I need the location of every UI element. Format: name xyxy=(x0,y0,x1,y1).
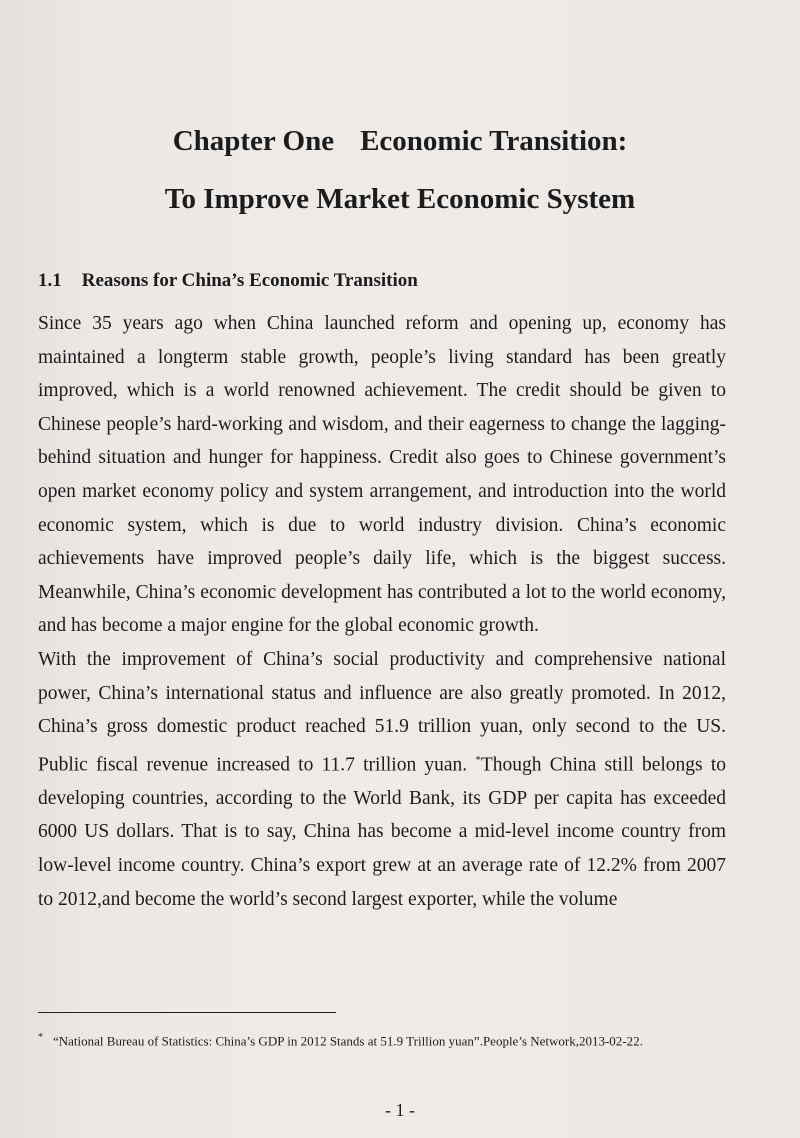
paragraph-1: Since 35 years ago when China launched reform and opening up, economy has maintained a longterm stable growth, people’s living standard has been greatly improved, which is a world renowned achievement. The credit should be given to Chinese people’s hard-working and wisdom, and their eagerness to change the lagging-behind situation and hunger for happiness. Credit also goes to Chinese government’s open market economy policy and system arrangement, and introduction into the world economic system, which is due to world industry division. China’s economic achievements have improved people’s daily life, which is the biggest success. Meanwhile, China’s economic development has contributed a lot to the world economy, and has become a major engine for the global economic growth. xyxy=(38,313,726,637)
footnote-text: “National Bureau of Statistics: China’s GDP in 2012 Stands at 51.9 Trillion yuan”.People’s Network,2013-02-22. xyxy=(53,1033,643,1049)
paragraph-2-part-1: With the improvement of China’s social productivity and comprehensive national power, China’s international status and influence are also greatly promoted. In 2012, China’s gross domestic product reached 51.9 trillion yuan, only second to the US. Public fiscal revenue increased to 11.7 trillion yuan. xyxy=(38,648,726,776)
footnote-reference: * xyxy=(475,753,481,766)
chapter-title-line-2: To Improve Market Economic System xyxy=(164,183,636,215)
paragraph-2-part-2: Though China still belongs to developing countries, according to the World Bank, its GDP per capita has exceeded 6000 US dollars. That is to say, China has become a mid-level income country from low-level income country. China’s export grew at an average rate of 12.2% from 2007 to 2012,and become the world’s second largest exporter, while the volume xyxy=(38,754,726,910)
chapter-title xyxy=(0,112,800,228)
footnote-divider xyxy=(38,1012,336,1013)
section-title: Reasons for China’s Economic Transition xyxy=(81,270,418,291)
chapter-number: Chapter One xyxy=(172,125,335,157)
section-heading xyxy=(38,270,418,292)
body-text xyxy=(38,307,726,916)
paragraph-2 xyxy=(38,643,726,916)
chapter-title-line-1 xyxy=(0,112,800,170)
footnote-mark: * xyxy=(38,1032,43,1043)
footnote xyxy=(38,1027,728,1051)
page-number: - 1 - xyxy=(385,1100,415,1120)
chapter-subtitle-part: Economic Transition: xyxy=(360,125,628,157)
section-number: 1.1 xyxy=(38,270,62,291)
